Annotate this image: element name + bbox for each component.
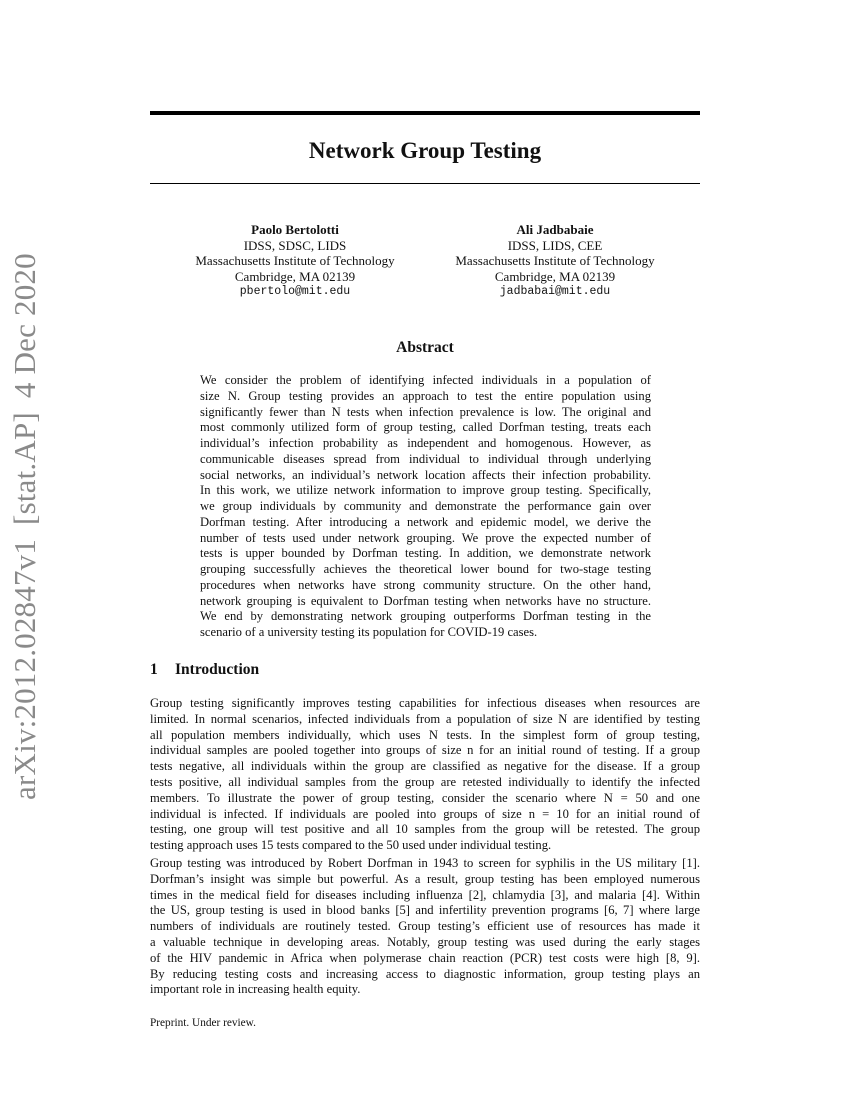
paragraph-line: Dorfman’s insight was simple but powerful. As a result, group testing has been employed numerous bbox=[150, 871, 700, 886]
paragraph-line: tests positive, all individual samples from the group are retested individually to identify the infected bbox=[150, 774, 700, 789]
paragraph-line: individual samples are pooled together into groups of size n for an initial round of testing. If a group bbox=[150, 743, 700, 758]
author-location: Cambridge, MA 02139 bbox=[494, 268, 616, 284]
abstract-line: Dorfman testing. After introducing a network and epidemic model, we derive the bbox=[200, 514, 651, 529]
arxiv-id: arXiv:2012.02847v1 bbox=[7, 538, 42, 800]
abstract-body bbox=[200, 373, 651, 641]
abstract-line: We end by demonstrating network grouping outperforms Dorfman testing in the bbox=[200, 609, 651, 624]
abstract-line: social networks, an individual’s network location affects their infection probability. bbox=[200, 467, 651, 482]
paper-title: Network Group Testing bbox=[308, 138, 542, 163]
author-affiliation: IDSS, LIDS, CEE bbox=[507, 237, 603, 253]
paragraph-line: numbers of individuals are routinely tested. Group testing’s efficient use of resources has made it bbox=[150, 919, 700, 934]
abstract-line: In this work, we utilize network information to improve group testing. Specifically, bbox=[200, 483, 651, 498]
abstract-line: significantly fewer than N tests when infection prevalence is low. The original and bbox=[200, 404, 651, 419]
paragraph-line: By reducing testing costs and increasing access to diagnostic information, group testing plays an bbox=[150, 966, 700, 981]
paragraph-line: all population members individually, which uses N tests. In the simplest form of group testing, bbox=[150, 727, 700, 742]
title-bottom-rule bbox=[150, 183, 700, 184]
paragraph-line: Group testing significantly improves testing capabilities for infectious diseases when resources are bbox=[150, 696, 700, 710]
intro-paragraph-1 bbox=[150, 696, 700, 854]
paragraph-line: testing approach uses 15 tests compared to the 50 used under individual testing. bbox=[150, 838, 552, 853]
abstract-heading: Abstract bbox=[396, 339, 454, 356]
paragraph-line: tests negative, all individuals within the group are classified as negative for the disease. If a group bbox=[150, 759, 700, 774]
paragraph-line: important role in increasing health equity. bbox=[150, 982, 361, 997]
abstract-line: most commonly utilized form of group testing, called Dorfman testing, treats each bbox=[200, 420, 651, 435]
paragraph-line: a valuable technique in developing areas. Notably, group testing was used during the early stages bbox=[150, 934, 700, 949]
abstract-line: number of tests used under network grouping. We prove the expected number of bbox=[200, 530, 651, 545]
intro-paragraph-2 bbox=[150, 856, 700, 998]
title-top-rule bbox=[150, 111, 700, 115]
paragraph-line: members. To illustrate the power of group testing, consider the scenario where N = 50 and one bbox=[150, 790, 700, 805]
preprint-footer-note: Preprint. Under review. bbox=[150, 1017, 256, 1029]
abstract-line: We consider the problem of identifying infected individuals in a population of bbox=[200, 373, 651, 387]
author-institution: Massachusetts Institute of Technology bbox=[195, 253, 395, 269]
abstract-line: communicable diseases spread from individual to individual through underlying bbox=[200, 451, 651, 466]
paragraph-line: Group testing was introduced by Robert Dorfman in 1943 to screen for syphilis in the US military [1]. bbox=[150, 856, 700, 870]
abstract-line: grouping successfully achieves the theoretical lower bound for two-stage testing bbox=[200, 562, 651, 576]
paragraph-line: times in the medical field for diseases including influenza [2], chlamydia [3], and malaria [4]. Within bbox=[150, 887, 700, 902]
author-affiliation: IDSS, SDSC, LIDS bbox=[243, 237, 347, 253]
arxiv-date: 4 Dec 2020 bbox=[7, 253, 42, 399]
abstract-line: procedures when networks have strong community structure. On the other hand, bbox=[200, 577, 651, 592]
arxiv-category: [stat.AP] bbox=[7, 412, 42, 525]
paragraph-line: the US, group testing is used in blood banks [5] and infertility prevention programs [6, 7] where large bbox=[150, 903, 700, 918]
author-block-2 bbox=[440, 222, 670, 300]
author-institution: Massachusetts Institute of Technology bbox=[455, 253, 655, 269]
abstract-line: network grouping is equivalent to Dorfman testing when networks have no structure. bbox=[200, 593, 651, 608]
paragraph-line: testing, one group will test positive and all 10 samples from the group will be retested. The group bbox=[150, 822, 700, 837]
author-block-1 bbox=[180, 222, 410, 300]
author-location: Cambridge, MA 02139 bbox=[234, 268, 356, 284]
arxiv-identifier-stamp bbox=[2, 253, 48, 800]
abstract-line: individual’s infection probability as independent and homogenous. However, as bbox=[200, 436, 651, 450]
abstract-line: scenario of a university testing its population for COVID-19 cases. bbox=[200, 625, 538, 639]
author-email[interactable]: pbertolo@mit.edu bbox=[239, 285, 351, 299]
section-title: Introduction bbox=[175, 661, 260, 678]
paragraph-line: individual is infected. If individuals are pooled into groups of size n = 10 for an initial round of bbox=[150, 806, 700, 821]
author-email[interactable]: jadbabai@mit.edu bbox=[499, 285, 611, 299]
section-number: 1 bbox=[150, 661, 158, 678]
abstract-line: tests is upper bounded by Dorfman testing. In addition, we demonstrate network bbox=[200, 546, 651, 561]
section-heading-introduction bbox=[150, 659, 259, 681]
abstract-line: size N. Group testing provides an approach to test the entire population using bbox=[200, 388, 651, 403]
author-name: Ali Jadbabaie bbox=[516, 222, 594, 237]
author-name: Paolo Bertolotti bbox=[251, 222, 339, 237]
paragraph-line: limited. In normal scenarios, infected individuals from a population of size N are identified by testing bbox=[150, 711, 700, 726]
abstract-line: we group individuals by community and demonstrate the performance gain over bbox=[200, 499, 651, 513]
paragraph-line: of the HIV pandemic in Africa when polymerase chain reaction (PCR) test costs were high [8, 9]. bbox=[150, 950, 700, 965]
